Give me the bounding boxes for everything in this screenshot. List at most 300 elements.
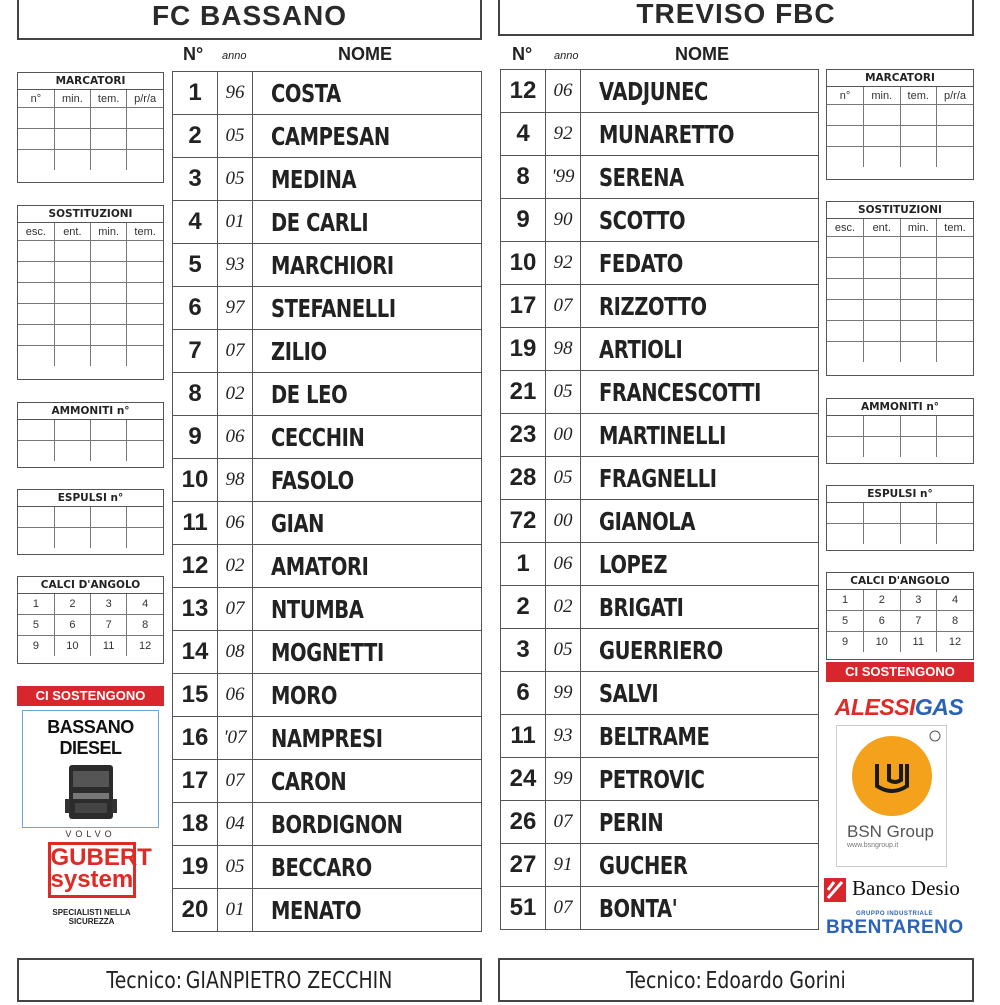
player-number: 13 bbox=[173, 588, 218, 631]
player-name: MEDINA bbox=[271, 164, 357, 194]
truck-icon bbox=[23, 759, 160, 829]
home-ammoniti-title: AMMONITI n° bbox=[18, 403, 163, 420]
home-player-row bbox=[173, 631, 482, 674]
volvo-text: VOLVO bbox=[65, 829, 116, 839]
player-name: DE CARLI bbox=[271, 207, 369, 237]
gubert-line1: GUBERT bbox=[48, 842, 136, 869]
player-year: 93 bbox=[218, 244, 253, 287]
player-name-cell bbox=[253, 760, 482, 803]
home-player-row bbox=[173, 889, 482, 932]
sostituzioni-col: min. bbox=[91, 223, 127, 241]
corner-cell: 7 bbox=[900, 611, 937, 632]
corner-cell: 1 bbox=[18, 594, 54, 615]
player-name-cell bbox=[253, 631, 482, 674]
away-sostituzioni-box bbox=[826, 201, 974, 376]
player-name: BONTA' bbox=[599, 893, 678, 923]
corner-cell: 12 bbox=[127, 636, 163, 657]
player-name-cell bbox=[581, 715, 819, 758]
player-name: MOGNETTI bbox=[271, 637, 384, 667]
player-name-cell bbox=[581, 199, 819, 242]
player-year: 98 bbox=[546, 328, 581, 371]
player-name-cell bbox=[581, 242, 819, 285]
player-year: '99 bbox=[546, 156, 581, 199]
home-col-year: anno bbox=[222, 50, 247, 62]
player-name: SALVI bbox=[599, 678, 659, 708]
player-number: 19 bbox=[501, 328, 546, 371]
player-name-cell bbox=[253, 158, 482, 201]
player-name-cell bbox=[581, 156, 819, 199]
away-player-row bbox=[501, 758, 819, 801]
corner-cell: 4 bbox=[127, 594, 163, 615]
corner-cell: 12 bbox=[937, 632, 974, 653]
player-name-cell bbox=[581, 285, 819, 328]
corner-cell: 3 bbox=[91, 594, 127, 615]
player-name-cell bbox=[253, 846, 482, 889]
player-number: 14 bbox=[173, 631, 218, 674]
player-year: 07 bbox=[546, 801, 581, 844]
away-team-name: TREVISO FBC bbox=[636, 0, 836, 29]
player-name-cell bbox=[253, 502, 482, 545]
home-player-row bbox=[173, 416, 482, 459]
player-name-cell bbox=[581, 414, 819, 457]
home-espulsi-title: ESPULSI n° bbox=[18, 490, 163, 507]
marcatori-col: n° bbox=[827, 87, 864, 105]
player-number: 21 bbox=[501, 371, 546, 414]
player-number: 24 bbox=[501, 758, 546, 801]
player-number: 5 bbox=[173, 244, 218, 287]
player-number: 26 bbox=[501, 801, 546, 844]
player-name-cell bbox=[581, 543, 819, 586]
player-name: VADJUNEC bbox=[599, 76, 708, 106]
player-name-cell bbox=[253, 72, 482, 115]
gubert-system-logo bbox=[34, 842, 152, 942]
away-calci-angolo-box bbox=[826, 572, 974, 660]
player-number: 6 bbox=[501, 672, 546, 715]
player-number: 12 bbox=[501, 70, 546, 113]
home-player-row bbox=[173, 459, 482, 502]
player-number: 2 bbox=[501, 586, 546, 629]
player-name-cell bbox=[253, 588, 482, 631]
player-number: 23 bbox=[501, 414, 546, 457]
player-name: MARCHIORI bbox=[271, 250, 394, 280]
player-number: 10 bbox=[501, 242, 546, 285]
player-year: 02 bbox=[218, 545, 253, 588]
player-name-cell bbox=[253, 373, 482, 416]
away-espulsi-box bbox=[826, 485, 974, 551]
player-year: 05 bbox=[218, 158, 253, 201]
bassano-diesel-text: BASSANO DIESEL bbox=[47, 717, 134, 758]
away-player-row bbox=[501, 70, 819, 113]
home-coach-name: GIANPIETRO ZECCHIN bbox=[185, 968, 393, 994]
sostituzioni-col: min. bbox=[900, 219, 937, 237]
player-number: 72 bbox=[501, 500, 546, 543]
player-year: 07 bbox=[546, 887, 581, 930]
bsn-group-text: BSN Group bbox=[847, 822, 934, 841]
banco-desio-icon bbox=[824, 878, 846, 902]
player-year: 07 bbox=[546, 285, 581, 328]
alessigas-text-b: GAS bbox=[914, 694, 964, 720]
away-espulsi-grid bbox=[827, 503, 973, 544]
home-player-row bbox=[173, 717, 482, 760]
player-year: 99 bbox=[546, 758, 581, 801]
away-coach-line bbox=[626, 960, 846, 1005]
player-year: 04 bbox=[218, 803, 253, 846]
away-ammoniti-title: AMMONITI n° bbox=[827, 399, 973, 416]
player-name-cell bbox=[253, 201, 482, 244]
away-player-row bbox=[501, 715, 819, 758]
player-year: 06 bbox=[546, 70, 581, 113]
player-number: 7 bbox=[173, 330, 218, 373]
away-player-row bbox=[501, 586, 819, 629]
corner-cell: 8 bbox=[127, 615, 163, 636]
player-year: 97 bbox=[218, 287, 253, 330]
player-name: SCOTTO bbox=[599, 205, 686, 235]
sostituzioni-col: ent. bbox=[54, 223, 90, 241]
home-marcatori-grid bbox=[18, 90, 163, 170]
player-year: '07 bbox=[218, 717, 253, 760]
corner-cell: 6 bbox=[864, 611, 901, 632]
home-coach-box bbox=[17, 958, 482, 1002]
away-player-row bbox=[501, 801, 819, 844]
home-sponsor-banner: CI SOSTENGONO bbox=[17, 686, 164, 706]
player-name: DE LEO bbox=[271, 379, 348, 409]
away-ammoniti-grid bbox=[827, 416, 973, 457]
player-name-cell bbox=[581, 758, 819, 801]
player-number: 10 bbox=[173, 459, 218, 502]
corner-cell: 6 bbox=[54, 615, 90, 636]
player-year: 07 bbox=[218, 760, 253, 803]
player-year: 98 bbox=[218, 459, 253, 502]
corner-cell: 5 bbox=[18, 615, 54, 636]
home-player-row bbox=[173, 158, 482, 201]
player-year: 07 bbox=[218, 330, 253, 373]
player-name-cell bbox=[253, 545, 482, 588]
corner-cell: 4 bbox=[937, 590, 974, 611]
player-year: 92 bbox=[546, 113, 581, 156]
marcatori-col: n° bbox=[18, 90, 54, 108]
away-col-name: NOME bbox=[675, 44, 729, 64]
player-name-cell bbox=[581, 586, 819, 629]
player-name: ARTIOLI bbox=[599, 334, 683, 364]
home-player-row bbox=[173, 115, 482, 158]
player-year: 01 bbox=[218, 201, 253, 244]
player-name: GIANOLA bbox=[599, 506, 696, 536]
home-team-name: FC BASSANO bbox=[151, 0, 348, 31]
player-name: BELTRAME bbox=[599, 721, 710, 751]
gubert-line2: system bbox=[48, 869, 136, 898]
player-name-cell bbox=[253, 416, 482, 459]
player-name: GIAN bbox=[271, 508, 325, 538]
player-name-cell bbox=[253, 459, 482, 502]
away-player-row bbox=[501, 500, 819, 543]
home-col-num: N° bbox=[183, 44, 204, 64]
player-name-cell bbox=[253, 244, 482, 287]
away-roster-table bbox=[500, 69, 819, 930]
player-name-cell bbox=[581, 801, 819, 844]
player-name: MARTINELLI bbox=[599, 420, 727, 450]
marcatori-col: tem. bbox=[900, 87, 937, 105]
player-year: 91 bbox=[546, 844, 581, 887]
player-name: BRIGATI bbox=[599, 592, 684, 622]
player-year: 08 bbox=[218, 631, 253, 674]
player-number: 1 bbox=[173, 72, 218, 115]
player-name: CECCHIN bbox=[271, 422, 365, 452]
player-number: 8 bbox=[501, 156, 546, 199]
away-player-row bbox=[501, 199, 819, 242]
player-name-cell bbox=[253, 717, 482, 760]
player-year: 05 bbox=[546, 629, 581, 672]
home-calci-angolo-grid bbox=[18, 594, 163, 656]
player-number: 11 bbox=[501, 715, 546, 758]
home-player-row bbox=[173, 244, 482, 287]
player-name: CARON bbox=[271, 766, 347, 796]
marcatori-col: min. bbox=[54, 90, 90, 108]
away-espulsi-title: ESPULSI n° bbox=[827, 486, 973, 503]
player-name-cell bbox=[581, 328, 819, 371]
player-year: 05 bbox=[546, 457, 581, 500]
home-player-row bbox=[173, 502, 482, 545]
player-name-cell bbox=[581, 844, 819, 887]
player-name: ZILIO bbox=[271, 336, 327, 366]
marcatori-col: p/r/a bbox=[937, 87, 974, 105]
player-name: LOPEZ bbox=[599, 549, 668, 579]
player-name-cell bbox=[581, 629, 819, 672]
bsn-group-logo bbox=[836, 725, 947, 867]
away-player-row bbox=[501, 844, 819, 887]
away-coach-label: Tecnico: bbox=[626, 968, 702, 994]
marcatori-col: tem. bbox=[91, 90, 127, 108]
player-number: 12 bbox=[173, 545, 218, 588]
player-name: FASOLO bbox=[271, 465, 354, 495]
player-name-cell bbox=[253, 330, 482, 373]
away-marcatori-box bbox=[826, 69, 974, 180]
player-number: 3 bbox=[173, 158, 218, 201]
player-name: BECCARO bbox=[271, 852, 372, 882]
banco-desio-logo bbox=[824, 876, 974, 906]
sostituzioni-col: esc. bbox=[18, 223, 54, 241]
player-name-cell bbox=[253, 287, 482, 330]
player-name: AMATORI bbox=[271, 551, 369, 581]
marcatori-col: p/r/a bbox=[127, 90, 163, 108]
player-name-cell bbox=[581, 887, 819, 930]
away-player-row bbox=[501, 371, 819, 414]
player-number: 16 bbox=[173, 717, 218, 760]
player-year: 02 bbox=[218, 373, 253, 416]
home-player-row bbox=[173, 674, 482, 717]
marcatori-col: min. bbox=[864, 87, 901, 105]
home-roster-table bbox=[172, 71, 482, 932]
home-marcatori-title: MARCATORI bbox=[18, 73, 163, 90]
player-year: 07 bbox=[218, 588, 253, 631]
away-calci-angolo-grid bbox=[827, 590, 973, 652]
player-number: 3 bbox=[501, 629, 546, 672]
alessigas-text-a: ALESSI bbox=[834, 694, 915, 720]
player-number: 15 bbox=[173, 674, 218, 717]
away-coach-box bbox=[498, 958, 974, 1002]
gubert-tagline: SPECIALISTI NELLA SICUREZZA bbox=[52, 908, 131, 926]
player-name: FEDATO bbox=[599, 248, 683, 278]
player-year: 93 bbox=[546, 715, 581, 758]
corner-cell: 11 bbox=[91, 636, 127, 657]
corner-cell: 10 bbox=[864, 632, 901, 653]
home-calci-angolo-box bbox=[17, 576, 164, 664]
player-name-cell bbox=[253, 674, 482, 717]
sostituzioni-col: tem. bbox=[937, 219, 974, 237]
player-number: 4 bbox=[173, 201, 218, 244]
away-player-row bbox=[501, 629, 819, 672]
away-player-row bbox=[501, 328, 819, 371]
player-name: PETROVIC bbox=[599, 764, 705, 794]
player-name: GUCHER bbox=[599, 850, 688, 880]
home-player-row bbox=[173, 846, 482, 889]
player-name-cell bbox=[581, 371, 819, 414]
brentareno-logo: BRENTARENO bbox=[826, 917, 964, 938]
player-number: 8 bbox=[173, 373, 218, 416]
corner-cell: 8 bbox=[937, 611, 974, 632]
home-sostituzioni-grid bbox=[18, 223, 163, 366]
home-player-row bbox=[173, 803, 482, 846]
player-year: 01 bbox=[218, 889, 253, 932]
player-name-cell bbox=[253, 889, 482, 932]
away-player-row bbox=[501, 887, 819, 930]
away-col-year: anno bbox=[554, 50, 579, 62]
player-year: 99 bbox=[546, 672, 581, 715]
player-name: CAMPESAN bbox=[271, 121, 390, 151]
banco-desio-text: Banco Desio bbox=[852, 876, 960, 900]
home-player-row bbox=[173, 287, 482, 330]
home-player-row bbox=[173, 330, 482, 373]
player-number: 28 bbox=[501, 457, 546, 500]
bsn-cup-icon bbox=[837, 726, 946, 816]
player-number: 27 bbox=[501, 844, 546, 887]
player-year: 06 bbox=[546, 543, 581, 586]
away-player-row bbox=[501, 672, 819, 715]
player-number: 4 bbox=[501, 113, 546, 156]
corner-cell: 2 bbox=[864, 590, 901, 611]
corner-cell: 1 bbox=[827, 590, 864, 611]
player-year: 96 bbox=[218, 72, 253, 115]
sostituzioni-col: ent. bbox=[864, 219, 901, 237]
home-ammoniti-grid bbox=[18, 420, 163, 461]
player-name: NTUMBA bbox=[271, 594, 364, 624]
away-player-row bbox=[501, 242, 819, 285]
player-year: 06 bbox=[218, 674, 253, 717]
away-team-title bbox=[498, 0, 974, 36]
away-player-row bbox=[501, 113, 819, 156]
home-ammoniti-box bbox=[17, 402, 164, 468]
corner-cell: 9 bbox=[18, 636, 54, 657]
player-number: 1 bbox=[501, 543, 546, 586]
player-year: 00 bbox=[546, 500, 581, 543]
away-sostituzioni-grid bbox=[827, 219, 973, 362]
player-year: 06 bbox=[218, 416, 253, 459]
player-name: MORO bbox=[271, 680, 338, 710]
player-name: SERENA bbox=[599, 162, 684, 192]
player-number: 51 bbox=[501, 887, 546, 930]
away-player-row bbox=[501, 457, 819, 500]
player-name: COSTA bbox=[271, 78, 341, 108]
player-name: MUNARETTO bbox=[599, 119, 735, 149]
player-year: 90 bbox=[546, 199, 581, 242]
corner-cell: 11 bbox=[900, 632, 937, 653]
player-name: NAMPRESI bbox=[271, 723, 383, 753]
player-year: 05 bbox=[218, 846, 253, 889]
player-number: 6 bbox=[173, 287, 218, 330]
away-marcatori-title: MARCATORI bbox=[827, 70, 973, 87]
bassano-diesel-logo bbox=[22, 710, 159, 839]
home-espulsi-grid bbox=[18, 507, 163, 548]
player-number: 17 bbox=[501, 285, 546, 328]
corner-cell: 7 bbox=[91, 615, 127, 636]
player-name: PERIN bbox=[599, 807, 664, 837]
player-number: 18 bbox=[173, 803, 218, 846]
away-player-row bbox=[501, 414, 819, 457]
away-player-row bbox=[501, 285, 819, 328]
home-player-row bbox=[173, 72, 482, 115]
home-sostituzioni-title: SOSTITUZIONI bbox=[18, 206, 163, 223]
player-number: 19 bbox=[173, 846, 218, 889]
player-number: 2 bbox=[173, 115, 218, 158]
corner-cell: 2 bbox=[54, 594, 90, 615]
away-sostituzioni-title: SOSTITUZIONI bbox=[827, 202, 973, 219]
home-marcatori-box bbox=[17, 72, 164, 183]
home-calci-angolo-title: CALCI D'ANGOLO bbox=[18, 577, 163, 594]
bsn-url-text: www.bsngroup.it bbox=[847, 842, 899, 849]
player-name: FRAGNELLI bbox=[599, 463, 717, 493]
player-name-cell bbox=[253, 115, 482, 158]
sostituzioni-col: esc. bbox=[827, 219, 864, 237]
home-player-row bbox=[173, 373, 482, 416]
player-name-cell bbox=[581, 672, 819, 715]
player-name-cell bbox=[581, 457, 819, 500]
player-name-cell bbox=[253, 803, 482, 846]
away-sponsor-banner: CI SOSTENGONO bbox=[826, 662, 974, 682]
home-player-row bbox=[173, 201, 482, 244]
player-name-cell bbox=[581, 70, 819, 113]
brentareno-subtitle: GRUPPO INDUSTRIALE bbox=[856, 911, 934, 917]
home-espulsi-box bbox=[17, 489, 164, 555]
player-name: MENATO bbox=[271, 895, 362, 925]
corner-cell: 9 bbox=[827, 632, 864, 653]
player-year: 05 bbox=[546, 371, 581, 414]
player-year: 02 bbox=[546, 586, 581, 629]
home-team-title bbox=[17, 0, 482, 40]
player-name: STEFANELLI bbox=[271, 293, 396, 323]
player-name-cell bbox=[581, 500, 819, 543]
home-coach-label: Tecnico: bbox=[106, 968, 183, 994]
away-calci-angolo-title: CALCI D'ANGOLO bbox=[827, 573, 973, 590]
home-player-row bbox=[173, 760, 482, 803]
player-number: 20 bbox=[173, 889, 218, 932]
player-number: 11 bbox=[173, 502, 218, 545]
home-player-row bbox=[173, 545, 482, 588]
player-year: 00 bbox=[546, 414, 581, 457]
away-player-row bbox=[501, 543, 819, 586]
player-year: 06 bbox=[218, 502, 253, 545]
home-player-row bbox=[173, 588, 482, 631]
player-name: BORDIGNON bbox=[271, 809, 403, 839]
alessigas-logo bbox=[824, 694, 974, 721]
home-col-name: NOME bbox=[338, 44, 392, 64]
corner-cell: 5 bbox=[827, 611, 864, 632]
home-coach-line bbox=[107, 960, 393, 1005]
player-number: 9 bbox=[173, 416, 218, 459]
player-name: FRANCESCOTTI bbox=[599, 377, 761, 407]
away-marcatori-grid bbox=[827, 87, 973, 167]
corner-cell: 10 bbox=[54, 636, 90, 657]
away-ammoniti-box bbox=[826, 398, 974, 464]
player-name-cell bbox=[581, 113, 819, 156]
